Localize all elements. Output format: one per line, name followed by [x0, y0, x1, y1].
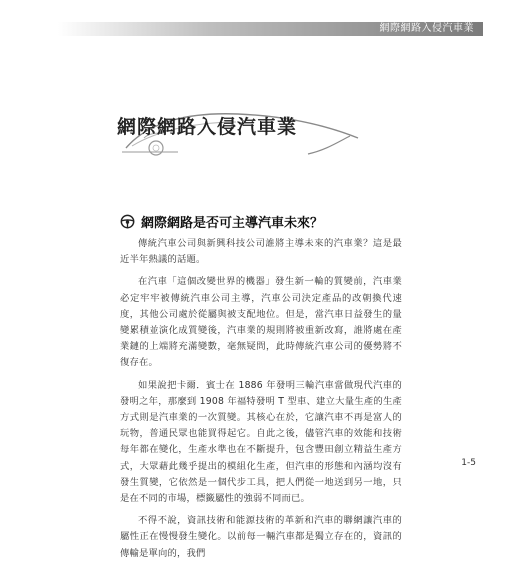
paragraph: 不得不說，資訊技術和能源技術的革新和汽車的聯網讓汽車的屬性正在慢慢發生變化。以前每一輛汽車都是獨立存在的，資訊的傳輸是單向的，我們	[120, 515, 402, 559]
steering-wheel-icon	[120, 214, 135, 229]
chapter-title: 網際網路入侵汽車業	[116, 116, 297, 138]
paragraph: 如果說把卡爾．賓士在 1886 年發明三輪汽車當做現代汽車的發明之年，那麼到 1908 年福特發明 T 型車、建立大量生產的生產方式則是汽車業的一次質變。其核心在於，它讓汽車不再是富人的玩物，普通民眾也能買得起它。自此之後，儘管汽車的效能和技術每年都在變化，生產水準也在不斷提升，包含豐田創立精益生產方式，大眾藉此幾乎提出的模組化生產，但汽車的形態和內涵均沒有發生質變，它依然是一個代步工具，把人們從一地送到另一地，只是在不同的市場，標籤屬性的強弱不同而已。	[120, 379, 402, 505]
section-heading-text: 網際網路是否可主導汽車未來？	[141, 216, 324, 231]
section-heading	[120, 212, 323, 231]
paragraph: 傳統汽車公司與新興科技公司誰將主導未來的汽車業？這是最近半年熱議的話題。	[120, 238, 402, 266]
running-header-title: 網際網路入侵汽車業	[379, 23, 474, 34]
page-number: 1-5	[461, 458, 476, 468]
body-text	[120, 236, 402, 568]
paragraph: 在汽車「這個改變世界的機器」發生新一輪的質變前，汽車業必定牢牢被傳統汽車公司主導，汽車公司決定產品的改朝換代速度，其他公司處於從屬與被支配地位。但是，當汽車日益發生的量變累積並演化成質變後，汽車業的規則將被重新改寫，誰將處在產業鏈的上端將充滿變數，毫無疑問，此時傳統汽車公司的優勢將不復存在。	[120, 276, 402, 369]
